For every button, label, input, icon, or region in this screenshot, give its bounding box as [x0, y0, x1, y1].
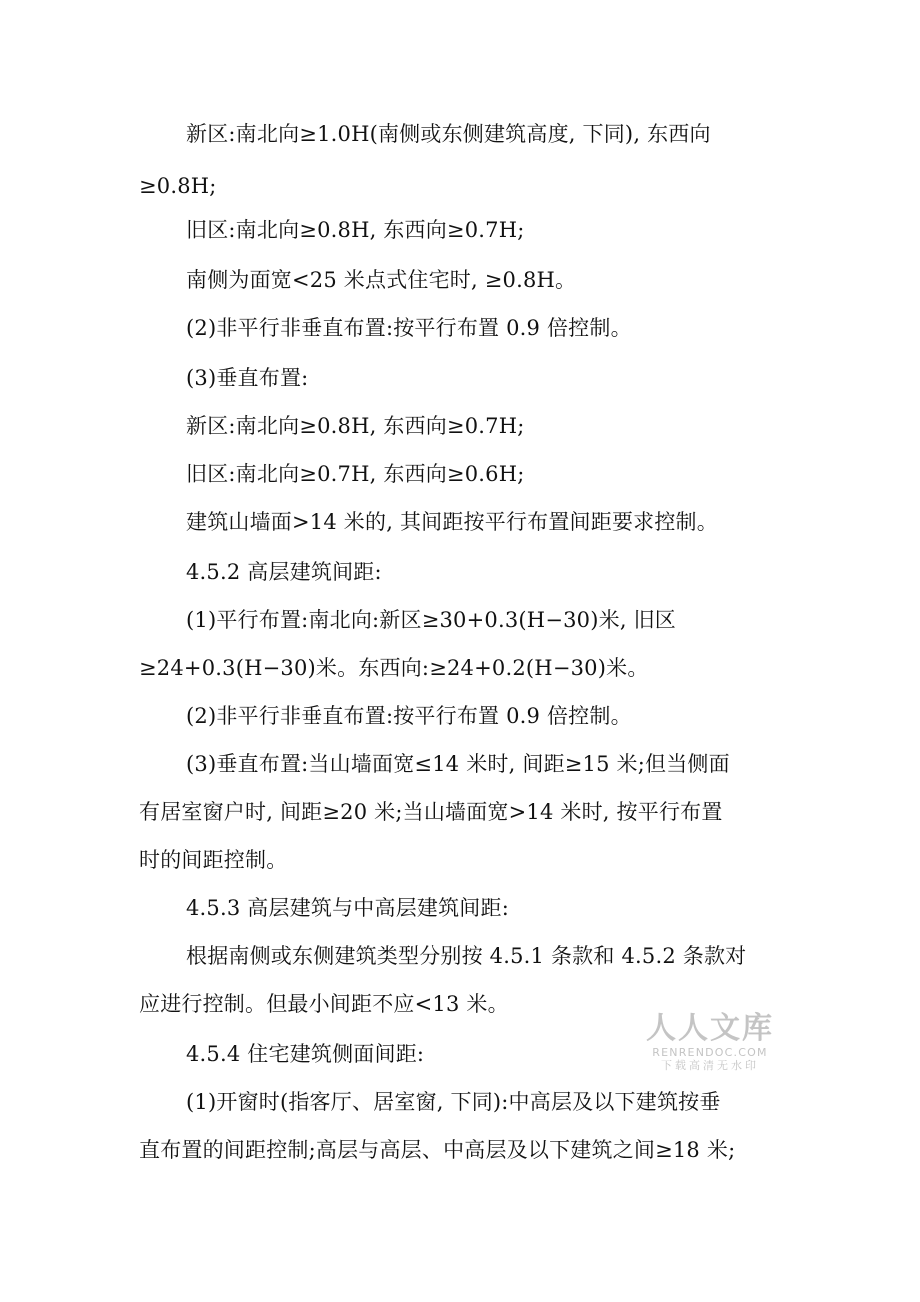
text-line: 有居室窗户时, 间距≥20 米;当山墙面宽>14 米时, 按平行布置 — [139, 800, 723, 824]
text-line: (3)垂直布置: — [186, 366, 309, 390]
watermark — [646, 1012, 774, 1072]
text-line: ≥24+0.3(H−30)米。东西向:≥24+0.2(H−30)米。 — [139, 656, 649, 680]
text-line: 旧区:南北向≥0.8H, 东西向≥0.7H; — [186, 218, 525, 242]
text-line: 南侧为面宽<25 米点式住宅时, ≥0.8H。 — [186, 268, 577, 292]
text-line: (1)平行布置:南北向:新区≥30+0.3(H−30)米, 旧区 — [186, 608, 676, 632]
watermark-title: 人人文库 — [646, 1011, 774, 1046]
text-line: ≥0.8H; — [139, 174, 217, 198]
section-heading: 4.5.2 高层建筑间距: — [186, 560, 382, 584]
text-line: (1)开窗时(指客厅、居室窗, 下同):中高层及以下建筑按垂 — [186, 1090, 721, 1114]
text-line: 直布置的间距控制;高层与高层、中高层及以下建筑之间≥18 米; — [139, 1138, 736, 1162]
text-line: 时的间距控制。 — [139, 848, 288, 872]
text-line: 应进行控制。但最小间距不应<13 米。 — [139, 992, 509, 1016]
text-line: 新区:南北向≥0.8H, 东西向≥0.7H; — [186, 414, 525, 438]
watermark-domain: RENRENDOC.COM — [652, 1046, 768, 1059]
text-line: 建筑山墙面>14 米的, 其间距按平行布置间距要求控制。 — [186, 510, 718, 534]
text-line: (2)非平行非垂直布置:按平行布置 0.9 倍控制。 — [186, 316, 632, 340]
text-line: (3)垂直布置:当山墙面宽≤14 米时, 间距≥15 米;但当侧面 — [186, 752, 730, 776]
text-line: 新区:南北向≥1.0H(南侧或东侧建筑高度, 下同), 东西向 — [186, 122, 711, 146]
text-line: 根据南侧或东侧建筑类型分别按 4.5.1 条款和 4.5.2 条款对 — [186, 944, 747, 968]
text-line: 旧区:南北向≥0.7H, 东西向≥0.6H; — [186, 462, 525, 486]
section-heading: 4.5.4 住宅建筑侧面间距: — [186, 1042, 425, 1066]
watermark-tagline: 下载高清无水印 — [661, 1059, 759, 1072]
text-line: (2)非平行非垂直布置:按平行布置 0.9 倍控制。 — [186, 704, 632, 728]
section-heading: 4.5.3 高层建筑与中高层建筑间距: — [186, 896, 509, 920]
